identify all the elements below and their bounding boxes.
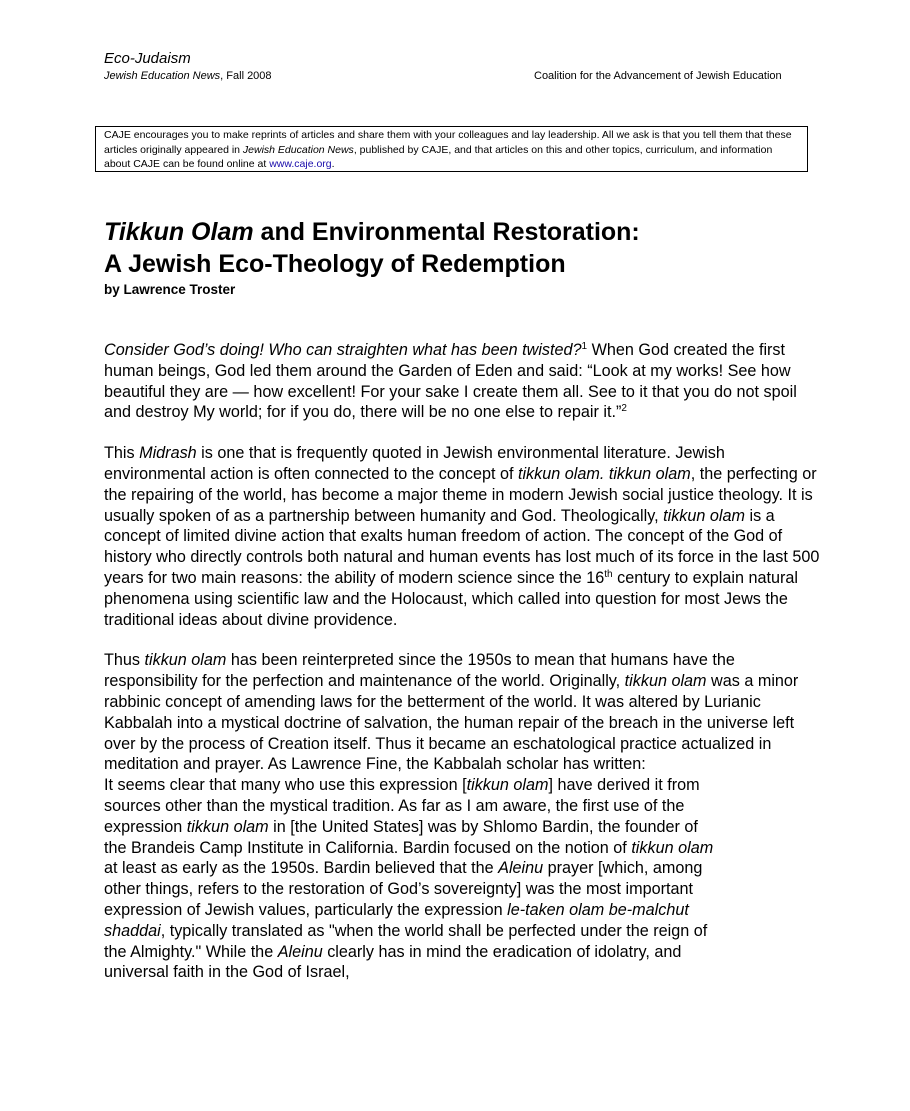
title-line2: A Jewish Eco-Theology of Redemption: [104, 250, 566, 278]
title-italic: Tikkun Olam: [104, 218, 254, 246]
p2-text: century to explain natural phenomena using scientific law and the Holocaust, which called into question for most Jews the traditional ideas about divine providence.: [104, 568, 798, 629]
publication-issue: , Fall 2008: [220, 70, 272, 82]
p1-text: When God created the first human beings, God led them around the Garden of Eden and said: “Look at my works! See how beautiful they are — how excellent! For your sake I create them all. See to it that you do not spoil and destroy My world; for if you do, there will be no one else to repair it.”: [104, 341, 797, 422]
header-organization: Coalition for the Advancement of Jewish Education: [534, 70, 782, 82]
quote-italic: tikkun olam: [186, 817, 269, 836]
footnote-ref-1[interactable]: 1: [581, 341, 588, 352]
quote-italic: Aleinu: [277, 942, 323, 961]
p3-italic: tikkun olam: [624, 672, 707, 691]
p2-text: , the perfecting or the repairing of the world, has become a major theme in modern Jewish social justice theology. It is usually spoken of as a partnership between humanity and God. Theologically,: [104, 464, 817, 525]
caje-link[interactable]: www.caje.org: [269, 158, 332, 170]
quote-text: clearly has in mind the eradication of idolatry, and universal faith in the God of Israel,: [104, 942, 682, 982]
block-quote: [104, 775, 719, 983]
quote-text: prayer [which, among other things, refers to the restoration of God’s sovereignty] was the most important expression of Jewish values, particularly the expression: [104, 859, 703, 919]
notice-text-cont: , published by CAJE, and that articles on this and other topics, curriculum, and information about CAJE can be found online at: [104, 143, 773, 170]
p2-italic: tikkun olam. tikkun olam: [517, 464, 691, 483]
notice-text: CAJE encourages you to make reprints of articles and share them with your colleagues and lay leadership. All we ask is that you tell them that these articles originally appeared in: [104, 129, 792, 156]
ordinal-superscript: th: [604, 568, 613, 580]
p3-italic: tikkun olam: [144, 651, 227, 670]
paragraph-1: [104, 340, 824, 423]
p3-text: Thus: [104, 651, 145, 670]
p2-text: is one that is frequently quoted in Jewish environmental literature. Jewish environmental action is often connected to the concept of: [104, 444, 725, 483]
p2-italic: tikkun olam: [663, 506, 745, 525]
opening-quote: Consider God’s doing! Who can straighten what has been twisted?: [104, 341, 582, 359]
notice-publication: Jewish Education News: [242, 143, 354, 156]
quote-text: in [the United States] was by Shlomo Bardin, the founder of the Brandeis Camp Institute in California. Bardin focused on the notion of: [104, 817, 698, 857]
article-body: [104, 340, 824, 983]
article-title: [104, 216, 640, 280]
paragraph-3: [104, 650, 824, 775]
title-rest: and Environmental Restoration:: [253, 218, 640, 246]
p3-text: has been reinterpreted since the 1950s to mean that humans have the responsibility for the perfection and maintenance of the world. Originally,: [104, 651, 735, 691]
quote-text: ] have derived it from sources other than the mystical tradition. As far as I am aware, the first use of the expression: [104, 776, 700, 836]
paragraph-2: [104, 443, 824, 630]
footnote-ref-2[interactable]: 2: [621, 403, 627, 415]
header-publication: [104, 70, 272, 82]
p2-text: is a concept of limited divine action that exalts human freedom of action. The concept of the God of history who directly controls both natural and human events has lost much of its force in the last 500 years for two main reasons: the ability of modern science since the 16: [104, 506, 820, 587]
quote-italic: tikkun olam: [466, 776, 549, 795]
quote-text: It seems clear that many who use this expression [: [104, 776, 467, 795]
p2-italic: Midrash: [139, 444, 197, 463]
quote-italic: tikkun olam: [631, 838, 714, 857]
quote-text: , typically translated as "when the world shall be perfected under the reign of the Almighty." While the: [104, 921, 708, 961]
notice-end: .: [331, 158, 335, 170]
p2-text: This: [104, 444, 140, 463]
publication-name: Jewish Education News: [104, 70, 221, 82]
reprint-notice-box: [95, 126, 808, 172]
quote-italic: le-taken olam be-malchut shaddai: [104, 900, 689, 940]
quote-italic: Aleinu: [498, 859, 544, 878]
header-series: Eco-Judaism: [104, 50, 191, 67]
p3-text: was a minor rabbinic concept of amending laws for the betterment of the world. It was altered by Lurianic Kabbalah into a mystical doctrine of salvation, the human repair of the breach in the universe left over by the process of Creation itself. Thus it became an eschatological practice actualized in meditation and prayer. As Lawrence Fine, the Kabbalah scholar has written:: [104, 672, 799, 774]
byline: by Lawrence Troster: [104, 282, 236, 297]
quote-text: at least as early as the 1950s. Bardin believed that the: [104, 859, 499, 878]
